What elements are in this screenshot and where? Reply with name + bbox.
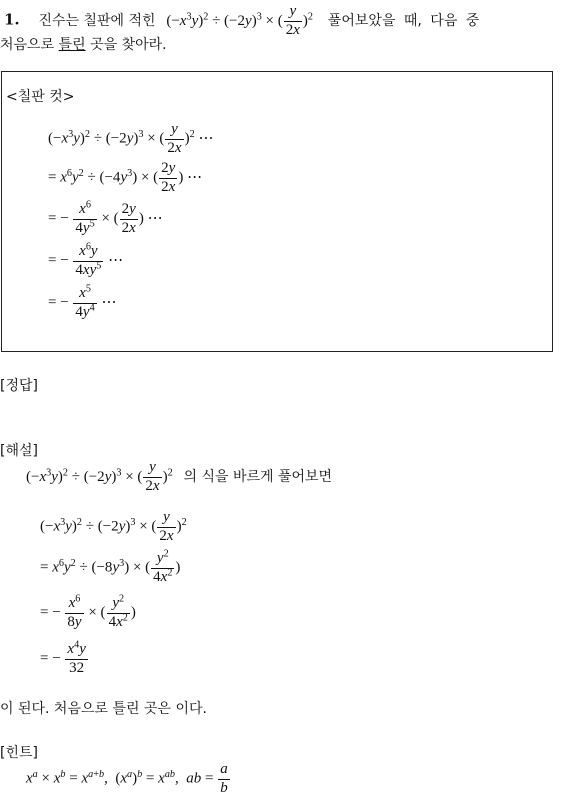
board-line-1: $(-x^3y)^2 \div (-2y)^3$ × ( $\frac{y}{2x}$ )$^2$ ⋯ [48, 121, 214, 156]
answer-label: [정답] [0, 378, 38, 394]
solution-line-1: $(-x^3y)^2 \div (-2y)^3$ × ( $\frac{y}{2x}$ )$^2$ [40, 509, 187, 544]
ellipsis-2: ⋯ [187, 169, 203, 186]
problem-number: 1. [4, 10, 20, 29]
solution-line-3: = − $\frac{x^6}{8y}$ × ( $\frac{y^2}{4x^2}$ ) [40, 593, 136, 630]
ellipsis-4: ⋯ [108, 252, 124, 269]
board-line-2: = $x^6y^2 \div (-4y^3)$ × ( $\frac{2y}{2x}$ ) ⋯ [48, 160, 203, 195]
problem-expression: $(-x^3y)^2 \div (-2y)^3$ × ( $\frac{y}{2x}$ )$^2$ [166, 3, 314, 38]
solution-lead [26, 460, 332, 495]
blackboard-box [1, 71, 553, 352]
problem-underlined-word: 틀린 [58, 37, 86, 53]
board-line-5: = − $\frac{x^5}{4y^4}$ ⋯ [48, 283, 117, 320]
problem-line-2 [0, 34, 167, 54]
solution-lead-expression: $(-x^3y)^2 \div (-2y)^3$ × ( $\frac{y}{2x}$ )$^2$ [26, 459, 173, 494]
problem-intro: 진수는 칠판에 적힌 [38, 12, 156, 29]
solution-conclusion: 이 된다. 처음으로 틀린 곳은 이다. [0, 701, 207, 717]
ellipsis-1: ⋯ [198, 130, 214, 147]
board-line-3: = − $\frac{x^6}{4y^5}$ × ( $\frac{2y}{2x}$ ) ⋯ [48, 199, 163, 236]
solution-lead-text: 의 식을 바르게 풀어보면 [183, 468, 333, 485]
blackboard-label: <칠판 컷> [6, 89, 75, 105]
ellipsis-3: ⋯ [147, 210, 163, 227]
problem-line2-post: 곳을 찾아라. [90, 37, 167, 53]
ellipsis-5: ⋯ [101, 294, 117, 311]
hint-formula: $x^a \times x^b = x^{a+b}$, $(x^a)^b = x^{ab}$, ab = $\frac{a}{b}$ [26, 761, 228, 796]
solution-line-2: = $x^6y^2 \div (-8y^3)$ × ( $\frac{y^2}{4x^2}$ ) [40, 548, 181, 585]
problem-line2-pre: 처음으로 [0, 37, 55, 53]
solution-label: [해설] [0, 443, 38, 459]
solution-line-4: = − $\frac{x^4y}{32}$ [40, 639, 86, 676]
hint-label: [힌트] [0, 745, 38, 761]
board-line-4: = − $\frac{x^6y}{4xy^5}$ ⋯ [48, 241, 124, 278]
problem-tail: 풀어보았을 때, 다음 중 [327, 12, 480, 29]
